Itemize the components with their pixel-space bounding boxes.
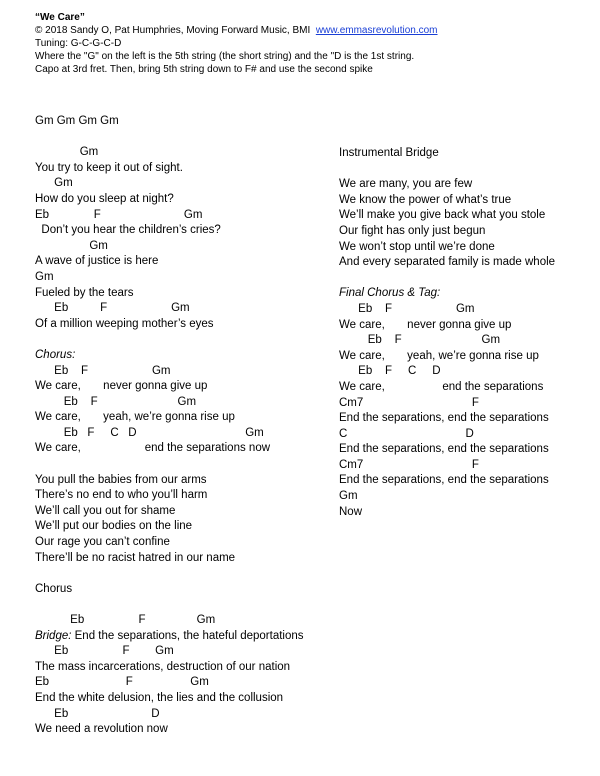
lyric-line: You pull the babies from our arms	[35, 473, 207, 486]
copyright-text: © 2018 Sandy O, Pat Humphries, Moving Forward Music, BMI	[35, 25, 316, 36]
chord-line: Gm	[35, 239, 108, 252]
blank-line	[35, 597, 304, 613]
lyric-line: You try to keep it out of sight.	[35, 161, 183, 174]
lyric-line: We won’t stop until we’re done	[339, 240, 495, 253]
lyric-line: We care, end the separations	[339, 380, 544, 393]
blank-line	[35, 566, 304, 582]
chord-line: C D	[339, 427, 474, 440]
section-label-line	[35, 348, 304, 364]
lyric-line: We care, never gonna give up	[339, 318, 512, 331]
lyric-line: Now	[339, 505, 363, 518]
tuning-note-1: Where the "G" on the left is the 5th string (the short string) and the "D is the 1st string.	[35, 51, 415, 62]
lyric-line: There’s no end to who you’ll harm	[35, 489, 208, 502]
lyric-line: And every separated family is made whole	[339, 256, 556, 269]
lyric-line: We’ll make you give back what you stole	[339, 209, 546, 222]
chord-line: Gm	[339, 490, 358, 503]
lyric-line: We know the power of what’s true	[339, 193, 512, 206]
blank-line	[339, 271, 555, 287]
lyric-line: End the separations, end the separations	[339, 474, 549, 487]
lyric-line: We need a revolution now	[35, 723, 168, 736]
chord-line: Eb F Gm	[35, 395, 197, 408]
chord-line: Eb F Gm	[35, 614, 216, 626]
lyric-line: We are many, you are few	[339, 178, 473, 191]
chord-line: Cm7 F	[339, 458, 479, 471]
lyric-line: How do you sleep at night?	[35, 192, 174, 205]
lyric-line: A wave of justice is here	[35, 255, 159, 268]
chord-line: Gm Gm Gm Gm	[35, 115, 119, 127]
chord-line: Eb F Gm	[35, 364, 171, 377]
lyric-line: We care, never gonna give up	[35, 380, 208, 393]
chord-line: Gm	[35, 146, 99, 159]
lyric-line: We care, end the separations now	[35, 442, 271, 455]
chord-line: Eb F C D	[339, 365, 441, 378]
tuning-line: Tuning: G-C-G-C-D	[35, 38, 122, 49]
lyric-line: End the separations, end the separations	[339, 412, 549, 425]
lyric-line: End the separations, end the separations	[339, 443, 549, 456]
blank-line	[35, 332, 304, 348]
chord-line: Eb F Gm	[35, 208, 203, 221]
lyric-line: We care, yeah, we’re gonna rise up	[339, 349, 539, 362]
left-column-lyrics	[35, 114, 304, 738]
copyright-line	[35, 24, 438, 37]
lyric-line: We’ll put our bodies on the line	[35, 520, 193, 533]
lyric-line: End the white delusion, the lies and the collusion	[35, 691, 284, 704]
chord-line: Eb F Gm	[35, 645, 174, 658]
lyric-line: The mass incarcerations, destruction of our nation	[35, 660, 291, 673]
tuning-note-2: Capo at 3rd fret. Then, bring 5th string down to F# and use the second spike	[35, 64, 373, 75]
lyric-line: Instrumental Bridge	[339, 147, 439, 159]
lyric-line: Our fight has only just begun	[339, 224, 486, 237]
lyric-line: We care, yeah, we’re gonna rise up	[35, 411, 235, 424]
section-label-line: Bridge: End the separations, the hateful deportations	[35, 629, 304, 642]
lyric-line: Our rage you can’t confine	[35, 536, 170, 549]
chord-line: Cm7 F	[339, 396, 479, 409]
section-label: Bridge:	[35, 629, 72, 642]
chord-line: Eb F Gm	[35, 676, 209, 689]
lyric-line: Don’t you hear the children’s cries?	[35, 224, 221, 237]
lyric-line: Fueled by the tears	[35, 286, 134, 299]
chord-line: Eb D	[35, 707, 160, 720]
section-label-line	[339, 286, 555, 302]
lyric-line: Chorus	[35, 582, 73, 595]
chord-line: Eb F Gm	[339, 302, 475, 315]
blank-line	[35, 130, 304, 146]
lyric-line: There’ll be no racist hatred in our name	[35, 551, 236, 564]
section-label: Final Chorus & Tag:	[339, 287, 441, 300]
right-column-lyrics	[339, 146, 555, 520]
section-label: Chorus:	[35, 348, 76, 361]
song-title: “We Care”	[35, 12, 85, 23]
chord-line: Gm	[35, 177, 73, 190]
blank-line	[339, 162, 555, 178]
song-header	[35, 11, 438, 76]
chord-line: Gm	[35, 270, 54, 283]
lyric-line: We’ll call you out for shame	[35, 504, 176, 517]
blank-line	[35, 457, 304, 473]
lyric-line: Of a million weeping mother’s eyes	[35, 317, 214, 330]
chord-line: Eb F Gm	[339, 334, 501, 347]
chord-line: Eb F C D Gm	[35, 426, 264, 439]
chord-line: Eb F Gm	[35, 302, 190, 315]
website-link[interactable]: www.emmasrevolution.com	[315, 25, 438, 36]
